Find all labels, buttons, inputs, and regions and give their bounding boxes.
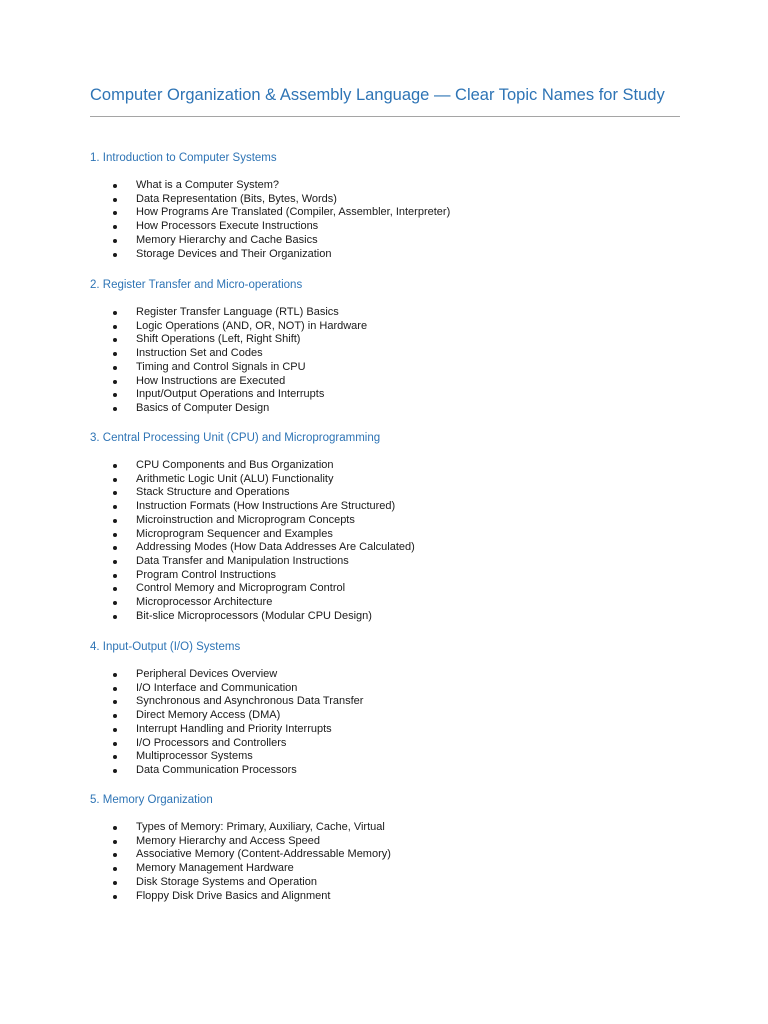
list-item — [90, 682, 363, 696]
bullet-icon — [113, 478, 117, 482]
bullet-icon — [113, 211, 117, 215]
list-item — [90, 848, 391, 862]
list-item — [90, 206, 450, 220]
list-item-text: Instruction Formats (How Instructions Are Structured) — [136, 500, 396, 513]
list-item — [90, 541, 415, 555]
list-item-text: Instruction Set and Codes — [136, 347, 263, 360]
bullet-icon — [113, 533, 117, 537]
bullet-icon — [113, 311, 117, 315]
bullet-icon — [113, 574, 117, 578]
list-item-text: Microinstruction and Microprogram Concepts — [136, 513, 355, 526]
list-item — [90, 668, 363, 682]
list-item-text: How Instructions are Executed — [136, 374, 286, 387]
list-item-text: Storage Devices and Their Organization — [136, 247, 332, 260]
section-heading: 4. Input-Output (I/O) Systems — [90, 641, 241, 653]
bullet-icon — [113, 366, 117, 370]
list-item-text: Timing and Control Signals in CPU — [136, 360, 306, 373]
list-item — [90, 248, 450, 262]
list-item-text: Multiprocessor Systems — [136, 750, 253, 763]
bullet-icon — [113, 519, 117, 523]
bullet-icon — [113, 407, 117, 411]
list-item — [90, 750, 363, 764]
list-item — [90, 569, 415, 583]
bullet-icon — [113, 325, 117, 329]
topic-list — [90, 821, 391, 903]
list-item-text: Memory Hierarchy and Cache Basics — [136, 233, 318, 246]
list-item-text: Associative Memory (Content-Addressable Memory) — [136, 848, 391, 861]
bullet-icon — [113, 840, 117, 844]
list-item-text: Memory Hierarchy and Access Speed — [136, 834, 321, 847]
bullet-icon — [113, 184, 117, 188]
bullet-icon — [113, 895, 117, 899]
list-item-text: Types of Memory: Primary, Auxiliary, Cache, Virtual — [136, 821, 385, 833]
list-item — [90, 723, 363, 737]
section-cpu — [90, 431, 415, 623]
list-item — [90, 709, 363, 723]
list-item-text: Addressing Modes (How Data Addresses Are Calculated) — [136, 541, 415, 554]
list-item-text: Peripheral Devices Overview — [136, 668, 278, 680]
list-item-text: Floppy Disk Drive Basics and Alignment — [136, 889, 331, 902]
list-item — [90, 486, 415, 500]
bullet-icon — [113, 380, 117, 384]
list-item — [90, 459, 415, 473]
list-item — [90, 179, 450, 193]
bullet-icon — [113, 867, 117, 871]
bullet-icon — [113, 601, 117, 605]
list-item-text: Data Representation (Bits, Bytes, Words) — [136, 192, 337, 205]
list-item-text: Register Transfer Language (RTL) Basics — [136, 306, 339, 318]
bullet-icon — [113, 687, 117, 691]
list-item — [90, 555, 415, 569]
bullet-icon — [113, 464, 117, 468]
list-item-text: Control Memory and Microprogram Control — [136, 582, 346, 595]
list-item — [90, 375, 367, 389]
list-item — [90, 582, 415, 596]
list-item — [90, 764, 363, 778]
list-item — [90, 473, 415, 487]
list-item-text: CPU Components and Bus Organization — [136, 459, 334, 471]
list-item-text: Bit-slice Microprocessors (Modular CPU Design) — [136, 609, 372, 622]
list-item — [90, 388, 367, 402]
topic-list — [90, 306, 367, 416]
bullet-icon — [113, 587, 117, 591]
bullet-icon — [113, 881, 117, 885]
list-item-text: Synchronous and Asynchronous Data Transfer — [136, 695, 364, 708]
bullet-icon — [113, 491, 117, 495]
bullet-icon — [113, 239, 117, 243]
bullet-icon — [113, 728, 117, 732]
list-item — [90, 610, 415, 624]
list-item-text: Stack Structure and Operations — [136, 486, 290, 499]
section-heading: 2. Register Transfer and Micro-operations — [90, 279, 303, 291]
list-item-text: I/O Interface and Communication — [136, 681, 298, 694]
document-title: Computer Organization & Assembly Language — Clear Topic Names for Study — [90, 84, 680, 117]
list-item — [90, 361, 367, 375]
list-item-text: Interrupt Handling and Priority Interrupts — [136, 722, 332, 735]
list-item-text: Logic Operations (AND, OR, NOT) in Hardware — [136, 319, 368, 332]
section-heading: 1. Introduction to Computer Systems — [90, 152, 277, 164]
bullet-icon — [113, 352, 117, 356]
list-item-text: Basics of Computer Design — [136, 401, 270, 414]
section-io-systems — [90, 640, 363, 778]
list-item — [90, 890, 391, 904]
list-item-text: Microprocessor Architecture — [136, 596, 273, 609]
list-item — [90, 528, 415, 542]
list-item — [90, 402, 367, 416]
bullet-icon — [113, 225, 117, 229]
section-heading: 3. Central Processing Unit (CPU) and Microprogramming — [90, 432, 381, 444]
list-item-text: Input/Output Operations and Interrupts — [136, 388, 325, 401]
bullet-icon — [113, 673, 117, 677]
bullet-icon — [113, 853, 117, 857]
section-introduction — [90, 151, 450, 261]
topic-list — [90, 668, 363, 778]
section-memory — [90, 793, 391, 903]
topic-list — [90, 459, 415, 623]
list-item — [90, 234, 450, 248]
list-item-text: Program Control Instructions — [136, 568, 276, 581]
section-register-transfer — [90, 278, 367, 416]
bullet-icon — [113, 769, 117, 773]
list-item — [90, 306, 367, 320]
list-item — [90, 347, 367, 361]
bullet-icon — [113, 338, 117, 342]
bullet-icon — [113, 505, 117, 509]
bullet-icon — [113, 393, 117, 397]
list-item — [90, 876, 391, 890]
list-item-text: Shift Operations (Left, Right Shift) — [136, 333, 301, 346]
topic-list — [90, 179, 450, 261]
bullet-icon — [113, 198, 117, 202]
bullet-icon — [113, 546, 117, 550]
bullet-icon — [113, 560, 117, 564]
list-item — [90, 695, 363, 709]
list-item-text: How Processors Execute Instructions — [136, 220, 319, 233]
list-item-text: Disk Storage Systems and Operation — [136, 875, 317, 888]
list-item — [90, 835, 391, 849]
bullet-icon — [113, 826, 117, 830]
list-item — [90, 333, 367, 347]
list-item — [90, 193, 450, 207]
list-item — [90, 737, 363, 751]
bullet-icon — [113, 755, 117, 759]
list-item-text: Direct Memory Access (DMA) — [136, 709, 281, 722]
list-item — [90, 320, 367, 334]
list-item — [90, 500, 415, 514]
list-item-text: What is a Computer System? — [136, 179, 280, 191]
list-item-text: Data Transfer and Manipulation Instructions — [136, 554, 349, 567]
list-item-text: Microprogram Sequencer and Examples — [136, 527, 333, 540]
list-item-text: Data Communication Processors — [136, 763, 297, 776]
list-item — [90, 514, 415, 528]
list-item-text: Arithmetic Logic Unit (ALU) Functionality — [136, 472, 334, 485]
bullet-icon — [113, 700, 117, 704]
bullet-icon — [113, 742, 117, 746]
list-item — [90, 596, 415, 610]
list-item — [90, 821, 391, 835]
list-item — [90, 862, 391, 876]
list-item — [90, 220, 450, 234]
list-item-text: I/O Processors and Controllers — [136, 736, 287, 749]
list-item-text: Memory Management Hardware — [136, 862, 294, 875]
bullet-icon — [113, 253, 117, 257]
bullet-icon — [113, 615, 117, 619]
section-heading: 5. Memory Organization — [90, 794, 213, 806]
document-page — [90, 84, 680, 902]
bullet-icon — [113, 714, 117, 718]
list-item-text: How Programs Are Translated (Compiler, Assembler, Interpreter) — [136, 206, 451, 219]
